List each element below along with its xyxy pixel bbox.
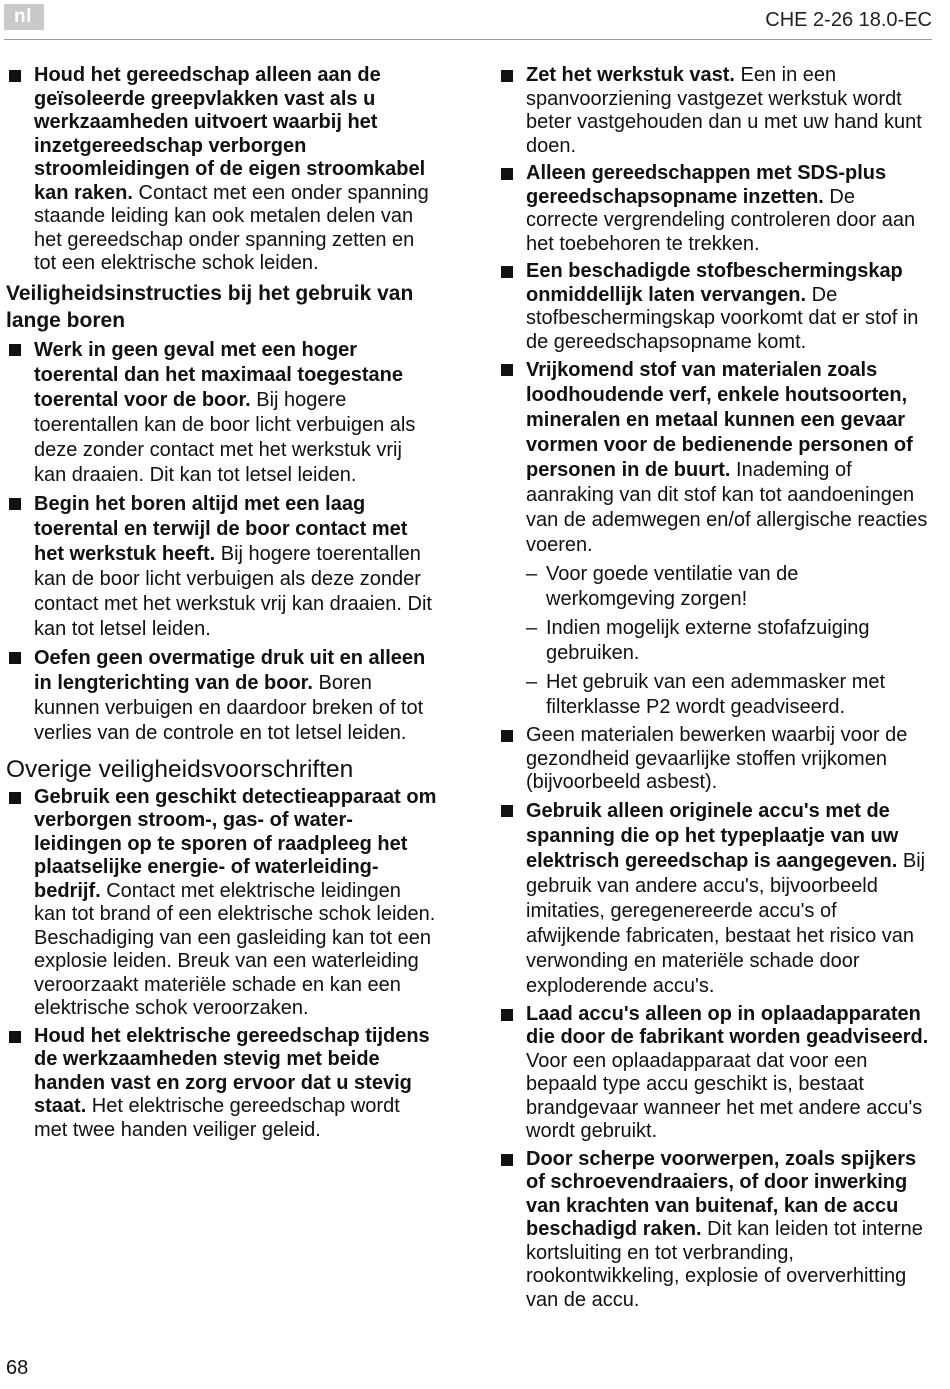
instruction-text: Contact met elektrische leidingen kan tot brand of een elektrische schok leiden. Beschadiging van een gasleiding kan tot een explosie leiden. Breuk van een waterleiding veroorzaakt materiële schade en kan een elektrische schok veroorzaken.	[34, 879, 436, 1019]
right-column	[498, 64, 930, 1316]
square-bullet-icon	[501, 266, 513, 278]
square-bullet-icon	[501, 730, 513, 742]
instruction-item	[498, 799, 930, 999]
instruction-text: Een in een spanvoorziening vastgezet werkstuk wordt beter vastgehouden dan u met uw hand kunt doen.	[526, 64, 922, 157]
dash-text: Het gebruik van een ademmasker met filterklasse P2 wordt geadviseerd.	[546, 671, 886, 718]
dash-item	[498, 616, 930, 666]
instruction-bold: Laad accu's alleen op in oplaadapparaten die door de fabrikant worden geadviseerd.	[526, 1002, 929, 1048]
square-bullet-icon	[501, 70, 513, 82]
instruction-item	[6, 1025, 438, 1143]
square-bullet-icon	[501, 364, 513, 376]
dash-bullet-icon: –	[526, 563, 538, 585]
instruction-item	[498, 358, 930, 558]
instruction-text: De stofbeschermingskap voorkomt dat er stof in de gereedschapsopname komt.	[526, 283, 919, 353]
instruction-bold: Begin het boren altijd met een laag toerental en terwijl de boor contact met het werkstuk heeft.	[34, 492, 408, 565]
instruction-text: Voor een oplaadapparaat dat voor een bepaald type accu geschikt is, bestaat brandgevaar wanneer het met andere accu's wordt gebruikt.	[526, 1049, 923, 1142]
instruction-bold: Gebruik alleen originele accu's met de spanning die op het typeplaatje van uw elektrisch gereedschap is aangegeven.	[526, 799, 899, 872]
instruction-bold: Gebruik een geschikt detectieapparaat om verborgen stroom-, gas- of water-leidingen op te sporen of raadpleeg het plaatselijke energie- of waterleiding-bedrijf.	[34, 785, 437, 902]
header-divider	[4, 39, 932, 40]
instruction-text: Boren kunnen verbuigen en daardoor breken of tot verlies van de controle en tot letsel leiden.	[34, 671, 424, 744]
instruction-item	[6, 786, 438, 1021]
page-number: 68	[6, 1357, 29, 1379]
instruction-item	[6, 64, 438, 276]
square-bullet-icon	[501, 1154, 513, 1166]
instruction-item	[498, 64, 930, 158]
square-bullet-icon	[501, 805, 513, 817]
instruction-text: Contact met een onder spanning staande leiding kan ook metalen delen van het gereedschap onder spanning zetten en tot een elektrische schok leiden.	[34, 181, 429, 274]
instruction-text: Inademing of aanraking van dit stof kan tot aandoeningen van de ademwegen en/of allergische reacties voeren.	[526, 459, 928, 556]
instruction-bold: Alleen gereedschappen met SDS-plus gereedschapsopname inzetten.	[526, 162, 887, 208]
instruction-item	[6, 338, 438, 488]
section-heading: Veiligheidsinstructies bij het gebruik van lange boren	[6, 281, 414, 332]
square-bullet-icon	[9, 344, 21, 356]
instruction-item	[6, 492, 438, 642]
square-bullet-icon	[501, 168, 513, 180]
instruction-item	[6, 646, 438, 746]
instruction-text: Bij hogere toerentallen kan de boor licht verbuigen als deze zonder contact met het werkstuk vrij kan draaien. Dit kan tot letsel leiden.	[34, 388, 416, 486]
instruction-item	[498, 260, 930, 354]
instruction-item	[498, 1148, 930, 1313]
instruction-bold: Werk in geen geval met een hoger toerental dan het maximaal toegestane toerental voor de boor.	[34, 338, 404, 411]
chapter-heading: Overige veiligheidsvoorschriften	[6, 755, 354, 783]
instruction-item	[498, 162, 930, 256]
left-column	[6, 64, 438, 1146]
instruction-item	[498, 724, 930, 795]
square-bullet-icon	[9, 792, 21, 804]
square-bullet-icon	[501, 1009, 513, 1021]
square-bullet-icon	[9, 498, 21, 510]
dash-item	[498, 562, 930, 612]
instruction-text: Bij gebruik van andere accu's, bijvoorbeeld imitaties, geregenereerde accu's of afwijkende fabricaten, bestaat het risico van verwonding en materiële schade door exploderende accu's.	[526, 849, 926, 997]
square-bullet-icon	[9, 1031, 21, 1043]
instruction-text: Dit kan leiden tot interne kortsluiting en tot verbranding, rookontwikkeling, explosie of oververhitting van de accu.	[526, 1218, 923, 1311]
instruction-bold: Door scherpe voorwerpen, zoals spijkers of schroevendraaiers, of door inwerking van krachten van buitenaf, kan de accu beschadigd raken.	[526, 1147, 917, 1240]
dash-text: Voor goede ventilatie van de werkomgeving zorgen!	[546, 563, 799, 610]
instruction-text: Bij hogere toerentallen kan de boor licht verbuigen als deze zonder contact met het werkstuk vrij kan draaien. Dit kan tot letsel leiden.	[34, 542, 432, 640]
language-tab: nl	[4, 4, 44, 30]
instruction-text: De correcte vergrendeling controleren door aan het toebehoren te trekken.	[526, 185, 916, 255]
instruction-item	[498, 1003, 930, 1144]
dash-bullet-icon: –	[526, 671, 538, 693]
instruction-bold: Houd het elektrische gereedschap tijdens de werkzaamheden stevig met beide handen vast en zorg ervoor dat u stevig staat.	[34, 1024, 430, 1117]
instruction-bold: Oefen geen overmatige druk uit en alleen in lengterichting van de boor.	[34, 646, 426, 694]
dash-item	[498, 670, 930, 720]
instruction-bold: Zet het werkstuk vast.	[526, 64, 735, 86]
square-bullet-icon	[9, 70, 21, 82]
instruction-bold: Een beschadigde stofbeschermingskap onmiddellijk laten vervangen.	[526, 260, 903, 306]
instruction-bold: Vrijkomend stof van materialen zoals loodhoudende verf, enkele houtsoorten, mineralen en metaal kunnen een gevaar vormen voor de bedienende personen of personen in de buurt.	[526, 359, 913, 481]
instruction-text: Geen materialen bewerken waarbij voor de gezondheid gevaarlijke stoffen vrijkomen (bijvoorbeeld asbest).	[526, 724, 908, 793]
square-bullet-icon	[9, 652, 21, 664]
instruction-bold: Houd het gereedschap alleen aan de geïsoleerde greepvlakken vast als u werkzaamheden uitvoert waarbij het inzetgereedschap verborgen stroomleidingen of de eigen stroomkabel kan raken.	[34, 64, 426, 204]
model-number: CHE 2-26 18.0-EC	[765, 9, 932, 31]
dash-bullet-icon: –	[526, 617, 538, 639]
instruction-text: Het elektrische gereedschap wordt met twee handen veiliger geleid.	[34, 1095, 400, 1141]
dash-text: Indien mogelijk externe stofafzuiging gebruiken.	[546, 617, 870, 664]
